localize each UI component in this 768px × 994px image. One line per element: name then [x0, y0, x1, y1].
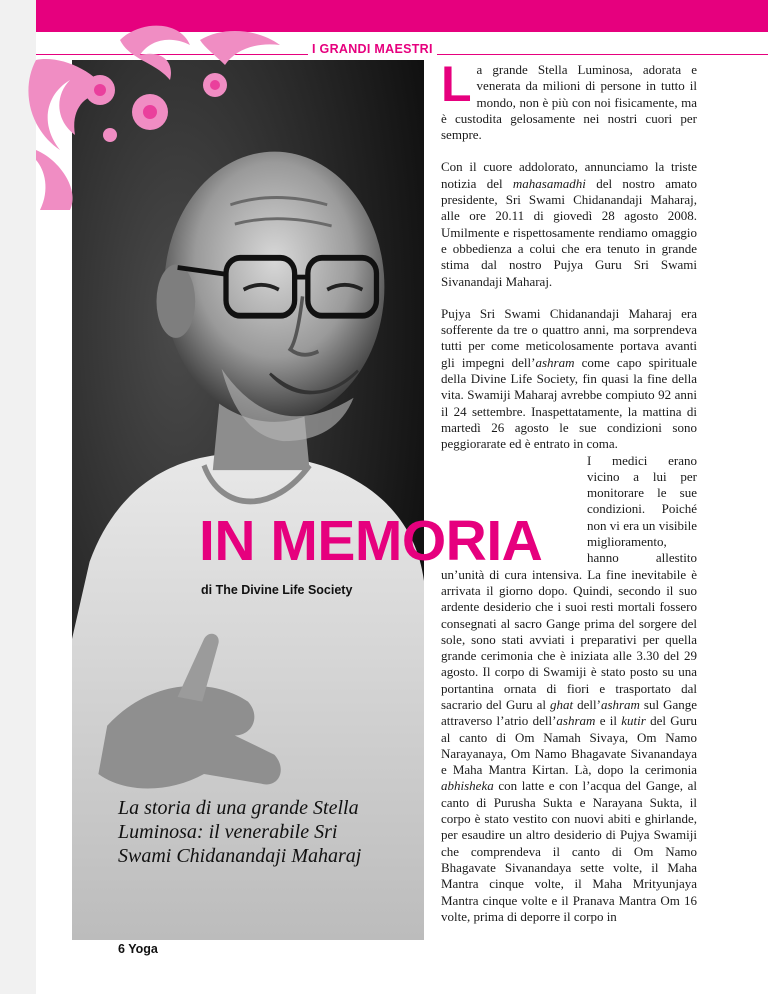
text-run: del nostro amato presidente, Sri Swami Chidanandaji Maharaj, alle ore 20.11 di giovedì 28 agosto 2008. Umilmente e rispettosamente rendiamo omaggio e obbedienza a colui che era tenuto in grande stima dal nostro Pujya Guru Sri Swami Sivanandaji Maharaj.	[441, 175, 697, 289]
text-run: I medici erano vicino a lui per monitorare le sue condizioni. Poiché non vi era un visibile miglioramento, hanno allestito un’unità di cura intensiva. La fine inevitabile è arrivata il giorno dopo. Quindi, secondo il suo ardente desiderio che i suoi resti mortali fossero consegnati al sacro Gange prima del sorgere del sole, sono stati avviati i preparativi per quella grande cerimonia che è iniziata alle 3.30 del 29 agosto. Il corpo di Swamiji è stato posto su una portantina ornata di fiori e trasportato dal sacrario del Guru al	[441, 452, 697, 712]
title-wrap-spacer	[441, 471, 583, 567]
text-run: dell’	[573, 696, 601, 712]
article-subtitle: La storia di una grande Stella Luminosa: il venerabile Sri Swami Chidanandaji Maharaj	[118, 797, 362, 867]
text-run: Pujya Sri Swami Chidanandaji Maharaj era sofferente da tre o quattro anni, ma sorprendeva tutti per come meticolosamente portava avanti gli impegni dell’	[441, 305, 697, 370]
text-run: del Guru al canto di Om Namah Sivaya, Om Namo Narayanaya, Om Namo Bhagavate Sivanandaya e Maha Mantra Kirtan. Là, dopo la cerimonia	[441, 713, 697, 778]
italic-term: kutir	[621, 713, 646, 729]
italic-term: ghat	[550, 696, 574, 712]
italic-term: ashram	[556, 713, 596, 729]
text-run: sul Gange attraverso l’atrio dell’	[441, 696, 697, 729]
byline: di The Divine Life Society	[201, 583, 353, 597]
paragraph-intro	[441, 56, 697, 143]
paragraph-ceremony	[441, 453, 697, 926]
page-number: 6 Yoga	[118, 942, 158, 956]
italic-term: ashram	[535, 354, 575, 370]
paragraph-announcement	[441, 159, 697, 289]
section-label: I GRANDI MAESTRI	[308, 42, 437, 56]
text-run: Con il cuore addolorato, annunciamo la triste notizia del	[441, 159, 697, 191]
text-run: come capo spirituale della Divine Life Society, fin quasi la fine della vita. Swamiji Maharaj avrebbe compiuto 92 anni il 24 settembre. Inaspettatamente, la mattina di martedì 26 agosto le sue condizioni sono peggiorarate ed è entrato in coma.	[441, 354, 697, 452]
text-run: e il	[595, 713, 622, 729]
italic-term: ashram	[600, 696, 640, 712]
text-run: con latte e con l’acqua del Gange, al canto di Purusha Sukta e Narayana Sukta, il corpo è stato vestito con nuovi abiti e ghirlande, per esaudire un altro desiderio di Pujya Swamiji che comprendeva il canto di Om Namo Bhagavate Sivanandaya sette volte, il Maha Mantra cinque volte, il Maha Mrityunjaya Mantra cinque volte e il Pranava Mantra Om 16 volte, prima di deporre il corpo in	[441, 778, 697, 924]
drop-cap: L	[441, 56, 472, 112]
floral-ornament	[0, 0, 290, 210]
italic-term: mahasamadhi	[512, 175, 586, 191]
article-body	[441, 56, 697, 925]
paragraph-intro-text: a grande Stella Luminosa, adorata e venerata da milioni di persone in tutto il mondo, non è più con noi fisicamente, ma è custodita gelosamente nei nostri cuori per sempre.	[441, 62, 697, 143]
article-title: IN MEMORIA	[199, 509, 543, 573]
paragraph-illness	[441, 306, 697, 453]
italic-term: abhisheka	[441, 778, 494, 794]
